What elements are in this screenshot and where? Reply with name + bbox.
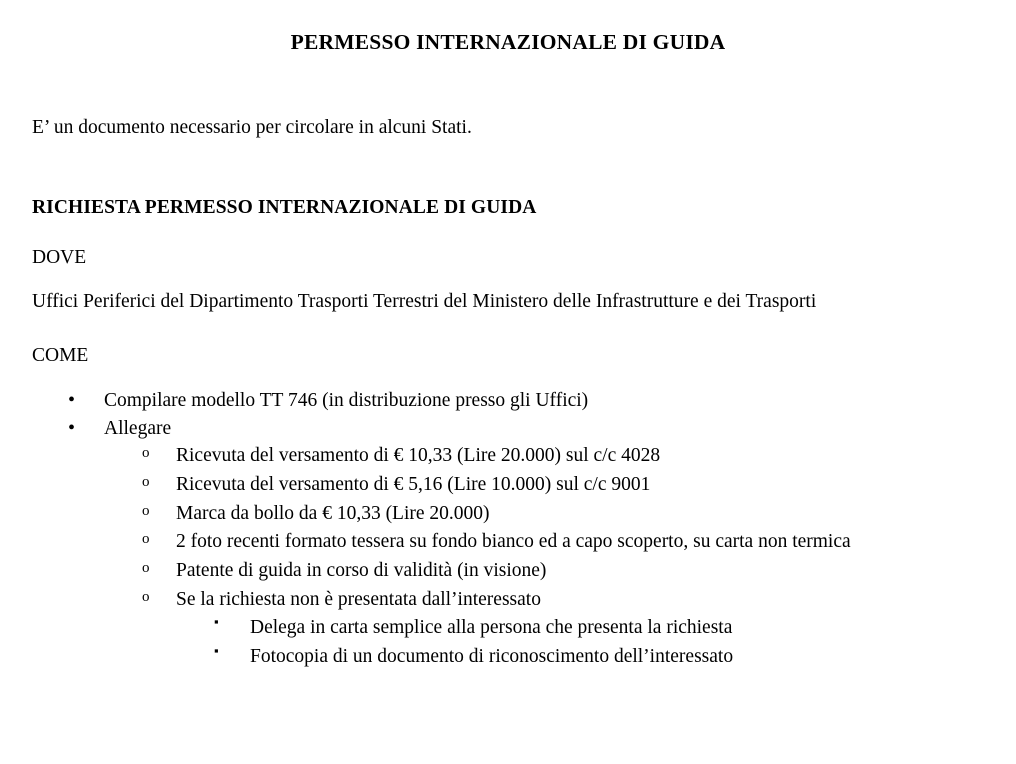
section-heading-richiesta: RICHIESTA PERMESSO INTERNAZIONALE DI GUIDA	[32, 197, 537, 218]
list-item	[104, 471, 984, 500]
label-come: COME	[32, 345, 89, 367]
list-item	[32, 415, 984, 672]
circle-bullet-icon: o	[142, 588, 150, 605]
delega-sublist	[176, 614, 984, 671]
list-item	[104, 442, 984, 471]
come-list	[32, 387, 984, 672]
intro-paragraph: E’ un documento necessario per circolare in alcuni Stati.	[32, 117, 472, 138]
square-bullet-icon: ▪	[214, 614, 219, 630]
list-item	[104, 557, 984, 586]
square-bullet-icon: ▪	[214, 642, 219, 658]
list-item	[104, 528, 984, 557]
list-item-label: Marca da bollo da € 10,33 (Lire 20.000)	[176, 502, 490, 524]
circle-bullet-icon: o	[142, 531, 150, 548]
bullet-icon: •	[68, 388, 76, 411]
text-dove: Uffici Periferici del Dipartimento Trasporti Terrestri del Ministero delle Infrastrutture e dei Trasporti	[32, 290, 817, 312]
page-title: PERMESSO INTERNAZIONALE DI GUIDA	[290, 30, 726, 54]
circle-bullet-icon: o	[142, 445, 150, 462]
document-page	[0, 30, 1016, 764]
circle-bullet-icon: o	[142, 473, 150, 490]
circle-bullet-icon: o	[142, 559, 150, 576]
list-item-label: Ricevuta del versamento di € 10,33 (Lire 20.000) sul c/c 4028	[176, 445, 661, 467]
list-item-label: 2 foto recenti formato tessera su fondo bianco ed a capo scoperto, su carta non termica	[176, 531, 851, 553]
list-item	[176, 643, 984, 672]
list-item	[104, 586, 984, 672]
list-item-label: Se la richiesta non è presentata dall’interessato	[176, 588, 541, 610]
list-item	[176, 614, 984, 643]
list-item	[32, 387, 984, 415]
bullet-icon: •	[68, 416, 76, 439]
list-item-label: Patente di guida in corso di validità (in visione)	[176, 559, 547, 581]
list-item	[104, 500, 984, 529]
list-item-label: Fotocopia di un documento di riconoscimento dell’interessato	[250, 645, 734, 667]
list-item-label: Delega in carta semplice alla persona che presenta la richiesta	[250, 617, 733, 639]
circle-bullet-icon: o	[142, 502, 150, 519]
label-dove: DOVE	[32, 247, 87, 268]
list-item-label: Compilare modello TT 746 (in distribuzione presso gli Uffici)	[104, 389, 589, 411]
list-item-label: Ricevuta del versamento di € 5,16 (Lire 10.000) sul c/c 9001	[176, 473, 651, 495]
allegare-sublist	[104, 442, 984, 671]
list-item-label: Allegare	[104, 417, 172, 439]
